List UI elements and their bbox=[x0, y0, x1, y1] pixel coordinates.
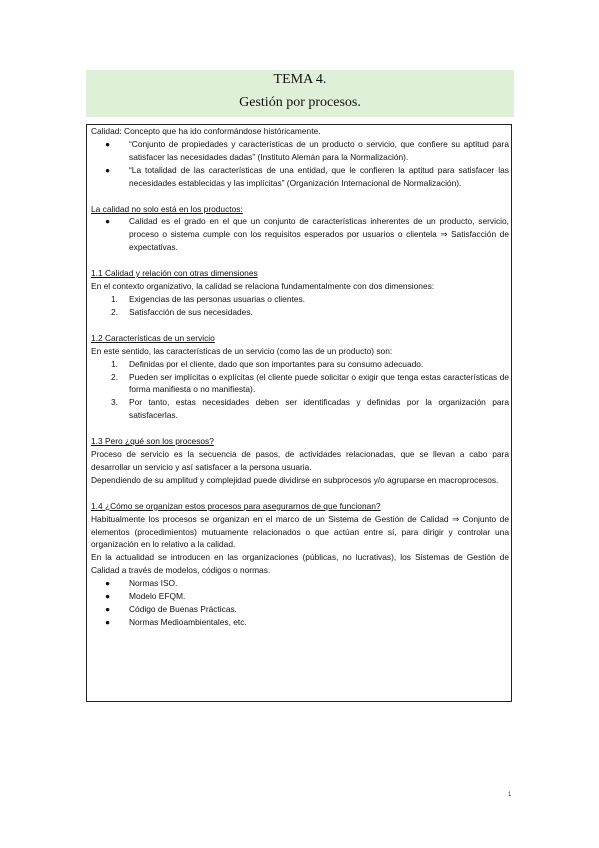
section-heading: La calidad no solo está en los productos: bbox=[91, 203, 243, 214]
section-heading: 1.4 ¿Cómo se organizan estos procesos para asegurarnos de que funcionan? bbox=[91, 500, 381, 511]
list-item: ● “Conjunto de propiedades y características de un producto o servicio, que confiere su aptitud para satisfacer las necesidades dadas” (Instituto Alemán para la Normalización). bbox=[105, 138, 509, 162]
bullet-icon: ● bbox=[105, 591, 111, 602]
list-item: ● “La totalidad de las características de una entidad, que le confieren la aptitud para satisfacer las necesidades establecidas y las implícitas” (Organización Internacional de Normalización). bbox=[105, 164, 509, 188]
paragraph: En el contexto organizativo, la calidad se relaciona fundamentalmente con dos dimensiones: bbox=[91, 281, 435, 292]
bullet-icon: ● bbox=[105, 164, 111, 175]
list-item: ● Normas Medioambientales, etc. bbox=[105, 616, 247, 627]
list-item: ● Modelo EFQM. bbox=[105, 591, 186, 602]
paragraph: En la actualidad se introducen en las organizaciones (públicas, no lucrativas), los Sistemas de Gestión de Calidad a través de modelos, códigos o normas. bbox=[91, 552, 509, 576]
document-body bbox=[91, 125, 509, 629]
bullet-icon: ● bbox=[105, 216, 111, 227]
paragraph: Habitualmente los procesos se organizan en el marco de un Sistema de Gestión de Calidad ⇒ Conjunto de elementos (procedimientos) mutuamente relacionados o que actúan entre sí, para dirigir y controlar una organización en lo relativo a la calidad. bbox=[91, 513, 509, 550]
section-heading: 1.2 Características de un servicio bbox=[91, 332, 215, 343]
intro-line: Calidad: Concepto que ha ido conformándose históricamente. bbox=[91, 126, 321, 136]
section-bullets bbox=[91, 215, 509, 254]
list-item: ● Calidad es el grado en el que un conjunto de características inherentes de un producto, servicio, proceso o sistema cumple con los requisitos esperados por usuarios o clientela ⇒ Satisfacción de expectativas. bbox=[105, 216, 509, 253]
paragraph: En este sentido, las características de un servicio (como las de un producto) son: bbox=[91, 345, 393, 356]
paragraph: Dependiendo de su amplitud y complejidad puede dividirse en subprocesos y/o agruparse en macroprocesos. bbox=[91, 474, 499, 485]
page-title: TEMA 4. bbox=[273, 72, 327, 87]
bullet-icon: ● bbox=[105, 138, 111, 149]
section-heading: 1.1 Calidad y relación con otras dimensiones bbox=[91, 268, 258, 279]
section-bullets bbox=[91, 577, 509, 629]
intro-bullets bbox=[91, 138, 509, 190]
list-item: 3. Por tanto, estas necesidades deben ser identificadas y definidas por la organización para satisfacerlas. bbox=[111, 397, 509, 421]
numbered-list bbox=[91, 358, 509, 423]
bullet-icon: ● bbox=[105, 578, 111, 589]
page-number: 1 bbox=[508, 792, 512, 798]
bullet-icon: ● bbox=[105, 604, 111, 614]
list-item: 2. Satisfacción de sus necesidades. bbox=[111, 306, 253, 317]
numbered-list bbox=[91, 293, 509, 319]
paragraph: Proceso de servicio es la secuencia de pasos, de actividades relacionadas, que se llevan a cabo para desarrollar un servicio y así satisfacer a la persona usuaria. bbox=[91, 449, 509, 472]
section-heading: 1.3 Pero ¿qué son los procesos? bbox=[91, 436, 214, 447]
list-item: 2. Pueden ser implícitas o explícitas (el cliente puede solicitar o exigir que tenga estas características de forma manifiesta o no manifiesta). bbox=[111, 371, 509, 395]
bullet-icon: ● bbox=[105, 616, 111, 627]
list-item: ● Normas ISO. bbox=[105, 578, 178, 589]
list-item: ● Código de Buenas Prácticas. bbox=[105, 604, 238, 614]
page-subtitle: Gestión por procesos. bbox=[239, 95, 361, 110]
list-item: 1. Definidas por el cliente, dado que son importantes para su consumo adecuado. bbox=[111, 358, 424, 369]
list-item: 1. Exigencias de las personas usuarias o clientes. bbox=[111, 293, 305, 304]
title-banner bbox=[86, 70, 514, 117]
